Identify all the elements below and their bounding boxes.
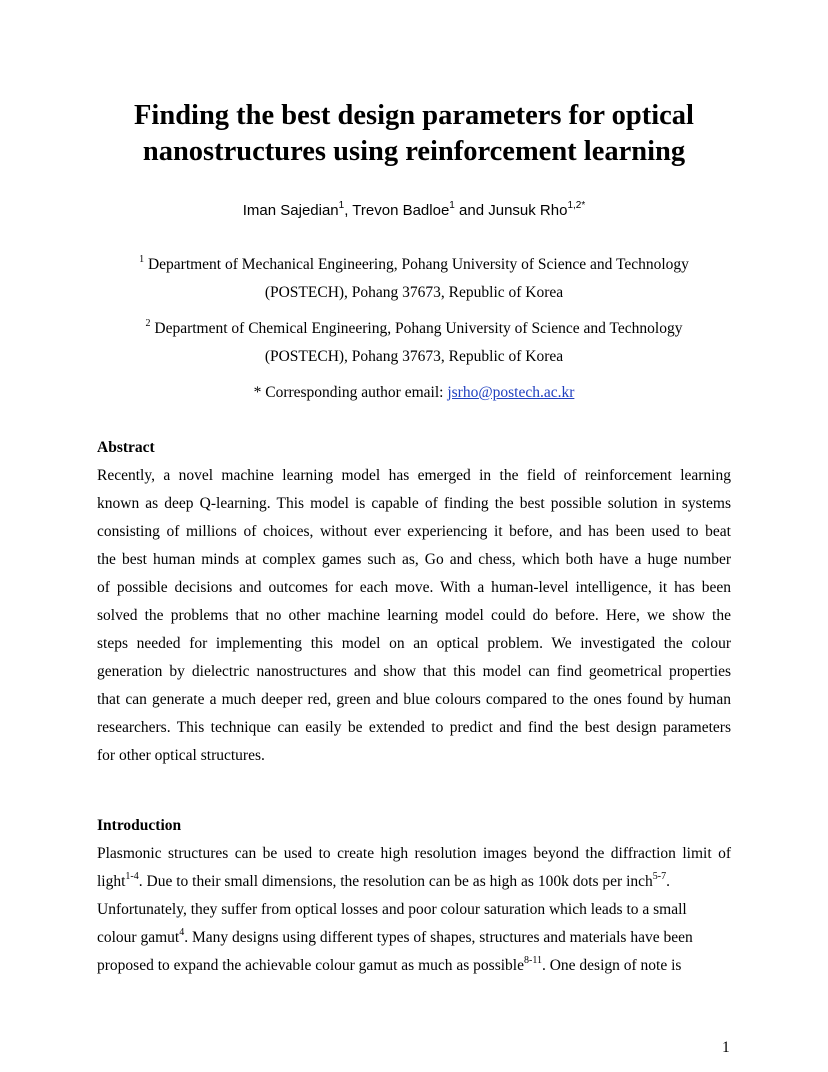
corresponding-author — [0, 379, 828, 407]
abstract-line: steps needed for implementing this model on an optical problem. We investigated the colour — [97, 635, 731, 652]
affiliation-2 — [0, 315, 828, 371]
intro-line-2-text-b: . Due to their small dimensions, the resolution can be as high as 100k dots per inch — [138, 873, 653, 890]
intro-line-2 — [97, 868, 731, 896]
abstract-line: generation by dielectric nanostructures and show that this model can find geometrical properties — [97, 663, 731, 680]
author-3: and Junsuk Rho — [454, 202, 568, 219]
abstract-line: solved the problems that no other machine learning model could do before. Here, we show the — [97, 607, 731, 624]
intro-line-4-text-b: . Many designs using different types of shapes, structures and materials have been — [184, 929, 693, 946]
author-3-affil: 1,2* — [567, 200, 586, 211]
citation-1-4: 1-4 — [125, 870, 139, 882]
affiliation-2-marker: 2 — [145, 317, 151, 329]
citation-8-11: 8-11 — [524, 954, 542, 966]
intro-line-1: Plasmonic structures can be used to create high resolution images beyond the diffraction limit of — [97, 845, 731, 862]
author-1-affil: 1 — [338, 200, 345, 211]
paper-title — [0, 98, 828, 170]
citation-5-7: 5-7 — [652, 870, 667, 882]
title-line-1: Finding the best design parameters for optical — [134, 100, 694, 131]
abstract-line: that can generate a much deeper red, green and blue colours compared to the ones found by human — [97, 691, 731, 708]
affiliation-1-marker: 1 — [139, 253, 145, 265]
corresponding-label: * Corresponding author email: — [253, 384, 448, 401]
author-list — [0, 201, 828, 221]
intro-line-5-text-b: . One design of note is — [541, 957, 682, 974]
intro-line-2-text-c: . — [666, 873, 670, 890]
intro-line-5 — [97, 952, 731, 980]
intro-line-4-text-a: colour gamut — [97, 929, 180, 946]
intro-line-5-text-a: proposed to expand the achievable colour gamut as much as possible — [97, 957, 524, 974]
page-number: 1 — [722, 1039, 730, 1056]
abstract-line: the best human minds at complex games such as, Go and chess, which both have a huge number — [97, 551, 731, 568]
intro-line-3: Unfortunately, they suffer from optical losses and poor colour saturation which leads to a small — [97, 901, 687, 918]
abstract-line: researchers. This technique can easily be extended to predict and find the best design parameters — [97, 719, 731, 736]
abstract-line: consisting of millions of choices, without ever experiencing it before, and has been used to beat — [97, 523, 731, 540]
abstract-line: of possible decisions and outcomes for each move. With a human-level intelligence, it has been — [97, 579, 731, 596]
affiliation-1-line-1: Department of Mechanical Engineering, Pohang University of Science and Technology — [144, 256, 689, 273]
abstract-line: known as deep Q-learning. This model is capable of finding the best possible solution in systems — [97, 495, 731, 512]
affiliation-1 — [0, 251, 828, 307]
abstract-line: Recently, a novel machine learning model has emerged in the field of reinforcement learning — [97, 467, 731, 484]
author-2-affil: 1 — [449, 200, 455, 211]
affiliation-1-line-2: (POSTECH), Pohang 37673, Republic of Korea — [264, 284, 564, 301]
abstract-line: for other optical structures. — [97, 747, 265, 764]
affiliation-2-line-1: Department of Chemical Engineering, Pohang University of Science and Technology — [150, 320, 683, 337]
author-1: Iman Sajedian — [242, 202, 339, 219]
title-line-2: nanostructures using reinforcement learning — [142, 136, 686, 167]
corresponding-email-link[interactable]: jsrho@postech.ac.kr — [447, 384, 575, 401]
affiliation-2-line-2: (POSTECH), Pohang 37673, Republic of Korea — [264, 348, 564, 365]
abstract-heading: Abstract — [97, 439, 155, 456]
citation-4: 4 — [179, 926, 185, 938]
author-2: , Trevon Badloe — [344, 202, 450, 219]
introduction-heading: Introduction — [97, 817, 182, 834]
intro-line-2-text-a: light — [97, 873, 126, 890]
intro-line-4 — [97, 924, 731, 952]
